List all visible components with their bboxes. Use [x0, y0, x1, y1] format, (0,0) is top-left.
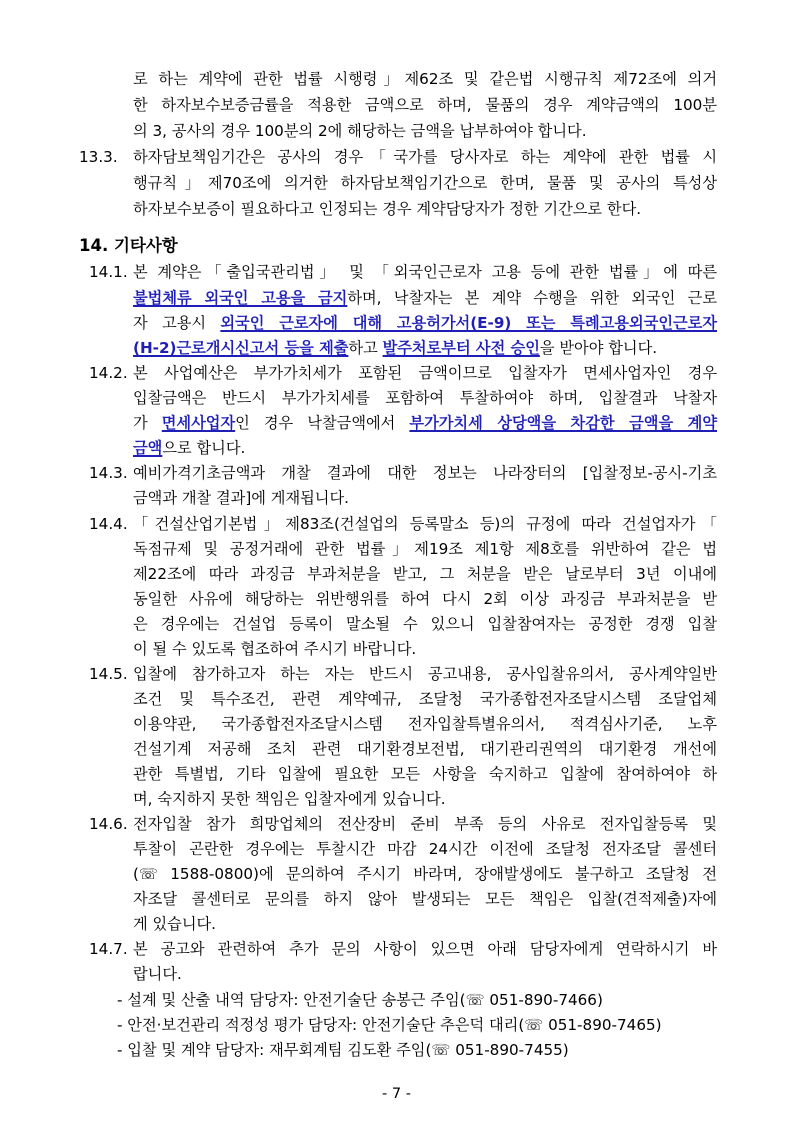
highlight-text: 금액 — [133, 439, 163, 457]
section-heading: 14. 기타사항 — [79, 236, 178, 255]
paragraph-line: 의 3, 공사의 경우 100분의 2에 해당하는 금액을 납부하여야 합니다. — [133, 122, 587, 140]
paragraph-line: 건설기계 저공해 조치 관련 대기환경보전법, 대기관리권역의 대기환경 개선에 — [133, 740, 717, 758]
highlight-text: 외국인 근로자에 대해 고용허가서(E-9) 또는 특례고용외국인근로자 — [220, 314, 718, 332]
text-run: 하며, 낙찰자는 본 계약 수행을 위한 외국인 근로 — [347, 289, 717, 307]
contact-item: - 안전·보건관리 적정성 평가 담당자: 안전기술단 추은덕 대리(☏ 051-890-7465) — [117, 1016, 662, 1034]
paragraph-line: (☏ 1588-0800)에 문의하여 주시기 바라며, 장애발생에도 불구하고 조달청 전 — [133, 865, 717, 883]
paragraph-line — [133, 288, 717, 308]
paragraph-line: 금액과 개찰 결과]에 게재됩니다. — [133, 489, 349, 507]
section-number: 14.6. — [89, 815, 128, 833]
text-run: 으로 합니다. — [162, 439, 246, 457]
paragraph-line: 동일한 사유에 해당하는 위반행위를 하여 다시 2회 이상 과징금 부과처분을 받 — [133, 590, 717, 608]
paragraph-line: 한 하자보수보증금률을 적용한 금액으로 하며, 물품의 경우 계약금액의 100분 — [133, 96, 717, 114]
highlight-text: (H-2)근로개시신고서 등을 제출 — [133, 339, 349, 357]
paragraph-line: 로 하는 계약에 관한 법률 시행령」제62조 및 같은법 시행규칙 제72조에 의거 — [133, 70, 717, 88]
highlight-text: 면세사업자 — [161, 414, 236, 432]
paragraph-line: 관한 특별법, 기타 입찰에 필요한 모든 사항을 숙지하고 입찰에 참여하여야 하 — [133, 765, 717, 783]
text-run: 자 고용시 — [133, 314, 221, 332]
paragraph-line: 예비가격기초금액과 개찰 결과에 대한 정보는 나라장터의 [입찰정보-공시-기초 — [133, 464, 717, 482]
contact-item: - 설계 및 산출 내역 담당자: 안전기술단 송봉근 주임(☏ 051-890-7466) — [117, 991, 603, 1009]
text-run: 가 — [133, 414, 162, 432]
paragraph-line — [133, 413, 717, 433]
paragraph-line: 입찰금액은 반드시 부가가치세를 포함하여 투찰하여야 하며, 입찰결과 낙찰자 — [133, 389, 717, 407]
section-number: 14.5. — [89, 665, 128, 683]
highlight-text: 발주처로부터 사전 승인 — [382, 339, 540, 357]
section-number: 14.4. — [89, 515, 128, 533]
section-number: 14.2. — [89, 364, 128, 382]
paragraph-line: 게 있습니다. — [133, 915, 217, 933]
paragraph-line: 입찰에 참가하고자 하는 자는 반드시 공고내용, 공사입찰유의서, 공사계약일반 — [133, 665, 717, 683]
paragraph-line: 행규칙」제70조에 의거한 하자담보책임기간으로 한며, 물품 및 공사의 특성상 — [133, 174, 717, 192]
paragraph-line: 은 경우에는 건설업 등록이 말소될 수 있으니 입찰참여자는 공정한 경쟁 입찰 — [133, 615, 717, 633]
paragraph-line: 본 계약은「출입국관리법」 및 「외국인근로자 고용 등에 관한 법률」에 따른 — [133, 263, 717, 281]
text-run: 을 받아야 합니다. — [539, 339, 658, 357]
section-number: 14.7. — [89, 940, 128, 958]
paragraph-line: 하자보수보증이 필요하다고 인정되는 경우 계약담당자가 정한 기간으로 한다. — [133, 200, 642, 218]
paragraph-line: 본 공고와 관련하여 추가 문의 사항이 있으면 아래 담당자에게 연락하시기 바 — [133, 940, 717, 958]
page-number: - 7 - — [382, 1086, 411, 1102]
paragraph-line — [133, 438, 717, 458]
paragraph-line: 며, 숙지하지 못한 책임은 입찰자에게 있습니다. — [133, 790, 446, 808]
paragraph-line: 제22조에 따라 과징금 부과처분을 받고, 그 처분을 받은 날로부터 3년 이내에 — [133, 565, 717, 583]
paragraph-line: 이 될 수 있도록 협조하여 주시기 바랍니다. — [133, 640, 417, 658]
paragraph-line: 「건설산업기본법」제83조(건설업의 등록말소 등)의 규정에 따라 건설업자가「 — [133, 515, 717, 533]
text-run: 인 경우 낙찰금액에서 — [235, 414, 410, 432]
highlight-text: 부가가치세 상당액을 차감한 금액을 계약 — [409, 414, 718, 432]
paragraph-line: 자조달 콜센터로 문의를 하지 않아 발생되는 모든 책임은 입찰(견적제출)자에 — [133, 890, 717, 908]
paragraph-line: 하자담보책임기간은 공사의 경우「국가를 당사자로 하는 계약에 관한 법률 시 — [133, 148, 717, 166]
paragraph-line: 독점규제 및 공정거래에 관한 법률」제19조 제1항 제8호를 위반하여 같은 법 — [133, 540, 717, 558]
contact-item: - 입찰 및 계약 담당자: 재무회계팀 김도환 주임(☏ 051-890-7455) — [117, 1041, 569, 1059]
paragraph-line: 본 사업예산은 부가가치세가 포함된 금액이므로 입찰자가 면세사업자인 경우 — [133, 364, 717, 382]
paragraph-line — [133, 313, 717, 333]
highlight-text: 불법체류 외국인 고용을 금지 — [133, 289, 348, 307]
section-number: 14.1. — [89, 263, 128, 281]
paragraph-line: 조건 및 특수조건, 관련 계약예규, 조달청 국가종합전자조달시스템 조달업체 — [133, 690, 717, 708]
text-run: 하고 — [348, 339, 383, 357]
paragraph-line — [133, 338, 717, 358]
section-number: 13.3. — [79, 148, 118, 166]
paragraph-line: 전자입찰 참가 희망업체의 전산장비 준비 부족 등의 사유로 전자입찰등록 및 — [133, 815, 717, 833]
section-number: 14.3. — [89, 464, 128, 482]
paragraph-line: 랍니다. — [133, 965, 182, 983]
paragraph-line: 투찰이 곤란한 경우에는 투찰시간 마감 24시간 이전에 조달청 전자조달 콜센터 — [133, 840, 717, 858]
paragraph-line: 이용약관, 국가종합전자조달시스템 전자입찰특별유의서, 적격심사기준, 노후 — [133, 715, 717, 733]
